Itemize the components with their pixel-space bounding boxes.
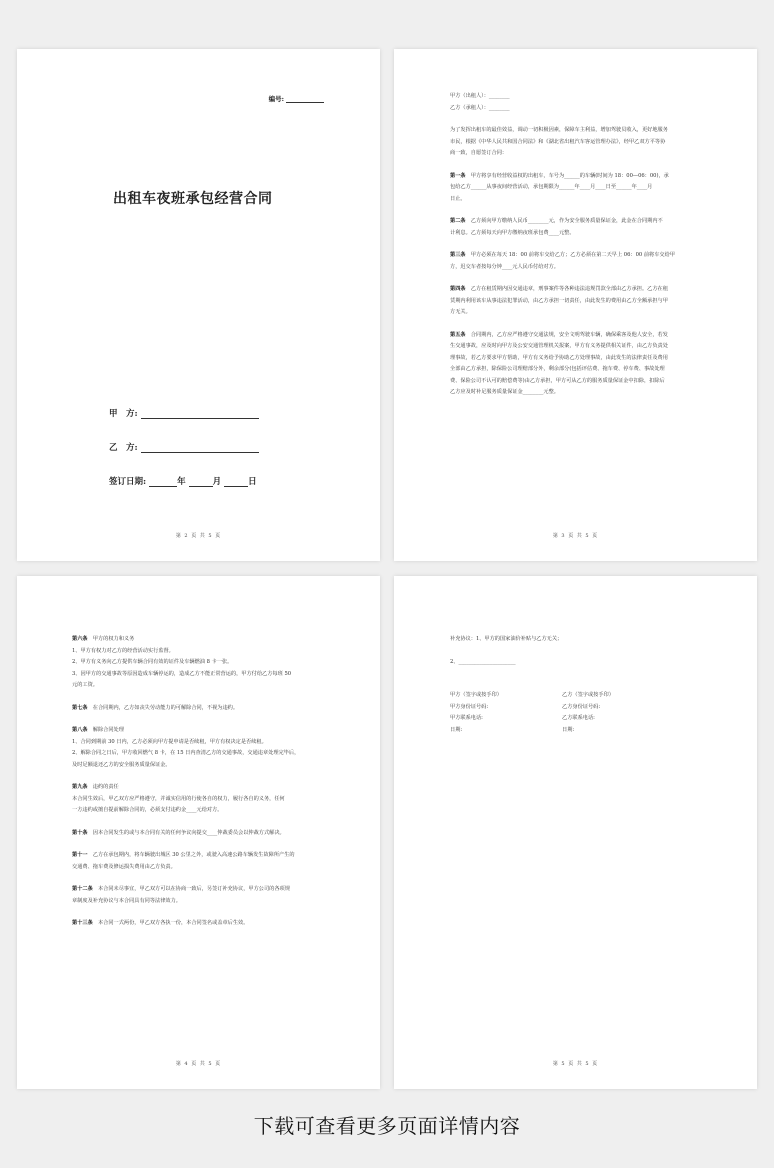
signature-line: 日期: [450, 726, 463, 733]
text-line: 第四条 乙方在租赁期内因交通违章，刑事案件等各种违法违规罚款全部由乙方承担。乙方在租 [450, 286, 668, 292]
text-line: 第十条 因本合同发生的或与本合同有关的任何争议向提交____仲裁委员会以仲裁方式解决。 [72, 829, 285, 836]
text-line: 及时足额退还乙方的安全服务质量保证金。 [72, 761, 171, 768]
article-heading: 第六条 [72, 636, 88, 642]
text-line: 计利息。乙方须每天向甲方缴纳夜班承包费____元整。 [450, 229, 575, 236]
page-body-text [450, 634, 717, 736]
signature-line: 甲方联系电话: [450, 715, 483, 721]
article-heading: 第八条 [72, 727, 88, 733]
text-line: 乙方应及时补足服务质量保证金________元整。 [450, 389, 559, 395]
page-body-text [72, 634, 330, 930]
spacer [450, 679, 717, 690]
spacer [72, 907, 330, 918]
spacer [450, 646, 717, 657]
spacer [450, 205, 705, 216]
text-line: 费、保险公司不认可的赔偿费等)由乙方承担，甲方可从乙方的服务质量保证金中扣除，扣除后 [450, 377, 665, 384]
article-heading: 第九条 [72, 784, 88, 790]
spacer [72, 771, 330, 782]
party-b-signature-column [562, 690, 674, 736]
spacer [450, 319, 705, 330]
text-line: 商一致，自愿签订合同： [450, 150, 508, 156]
text-line: 全部由乙方承担，除保险公司理赔部分外，剩余部分(包括评估费、拖车费、停车费、事故处理 [450, 366, 665, 372]
text-line: 3、因甲方的交通事故等原因造成车辆停运的，造成乙方不能正常营运的，甲方付给乙方每班 50 [72, 670, 292, 677]
text-line: 赁期内利用该车从事违法犯罪活动，由乙方承担一切责任，由此发生的费用由乙方全额承担与甲 [450, 297, 668, 304]
month-label: 月 [212, 477, 222, 487]
text-line: 理事故，若乙方要求甲方帮助，甲方有义务给予协助乙方处理事故，由此发生的法律责任及费用 [450, 354, 668, 361]
party-a-label: 甲 方: [109, 409, 138, 419]
text-line: 第十一 乙方在承包期内，将车辆驶出城区 30 公里之外，或驶入高速公路车辆发生故障所产生的 [72, 852, 295, 858]
signature-line: 甲方（签字或按手印） [450, 692, 502, 698]
document-page-4 [394, 576, 757, 1089]
party-a-field [109, 407, 259, 419]
page-number: 第 3 页 共 5 页 [552, 533, 599, 539]
text-line: 2、甲方有义务向乙方提供车辆合同有效的证件及车辆燃油 8 卡一张。 [72, 659, 233, 665]
text-line: 章制度及补充协议与本合同具有同等法律效力。 [72, 897, 181, 904]
spacer [72, 817, 330, 828]
page-number: 第 2 页 共 5 页 [175, 533, 222, 539]
text-line: 1、合同到期前 30 日内，乙方必须向甲方提申请是否续租，甲方有权决定是否续租。 [72, 738, 267, 745]
article-heading: 第十二条 [72, 886, 93, 892]
page-body-text [450, 91, 705, 399]
text-line: 交通费、拖车费及修运损失费用由乙方负责。 [72, 863, 176, 870]
download-banner[interactable]: 下载可查看更多页面详情内容 [253, 1114, 521, 1138]
signature-line: 乙方（签字或按手印） [562, 692, 614, 698]
spacer [72, 692, 330, 703]
spacer [450, 668, 717, 679]
article-heading: 第五条 [450, 331, 466, 338]
month-blank [189, 477, 213, 487]
text-line: 乙方（承租人）：________ [450, 104, 510, 111]
party-b-blank [141, 443, 259, 453]
sign-date-label: 签订日期: [109, 477, 147, 487]
spacer [72, 714, 330, 725]
text-line: 1、甲方有权力对乙方的经营活动实行监督。 [72, 647, 174, 654]
page-number: 第 4 页 共 5 页 [175, 1061, 222, 1067]
text-line: 为了发挥出租车的最佳效益，调动一切积极因素，保障车主利益，增加驾驶员收入，更好地服务 [450, 127, 668, 133]
spacer [450, 160, 705, 171]
year-label: 年 [177, 477, 186, 487]
document-page-cover [17, 49, 380, 561]
sign-date-field [109, 475, 257, 487]
party-b-label: 乙 方: [109, 443, 138, 453]
spacer [450, 273, 705, 284]
document-page-3 [17, 576, 380, 1089]
text-line: 第十二条 本合同未尽事宜，甲乙双方可以在协商一致后，另签订补充协议，甲方公司的各项规 [72, 886, 290, 892]
text-line: 第二条 乙方须向甲方缴纳人民币________元，作为安全服务质量保证金，此金在合同期内不 [450, 218, 663, 224]
party-a-blank [141, 409, 259, 419]
document-page-2 [394, 49, 757, 561]
text-line: 一方违约或擅自提前解除合同的，必须支付违约金____元给对方。 [72, 807, 223, 813]
supplement-line-2: 2、______________________ [450, 658, 516, 665]
text-line: 生交通事故，应及时向甲方及公安交通管理机关报案，甲方有义务提供相关证件，由乙方负责处 [450, 343, 668, 349]
text-line: 方无关。 [450, 309, 471, 315]
text-line: 方，迟交车者按每分钟____元人民币付给对方。 [450, 263, 559, 270]
day-label: 日 [248, 477, 257, 487]
day-blank [224, 477, 248, 487]
article-heading: 第十三条 [72, 920, 93, 926]
article-heading: 第十条 [72, 829, 88, 836]
text-line: 2、解除合同之日后，甲方收回燃气 8 卡，在 15 日内查清乙方的交通事故，交通违章处理完毕后， [72, 750, 300, 756]
text-line: 包给乙方______从事夜间经营活动，承包期限为______年____月____日至______年____月 [450, 184, 653, 190]
text-line: 本合同生效后，甲乙双方应严格遵守，并诚实信用的行使各自的权力，履行各自的义务，任何 [72, 795, 285, 802]
year-blank [149, 477, 177, 487]
text-line: 第一条 甲方将享有经营收益权的出租车，车号为______的车辆(时间为 18：00—06：00)，承 [450, 172, 669, 179]
signature-line: 日期: [562, 726, 575, 733]
contract-title: 出租车夜班承包经营合同 [113, 191, 273, 207]
text-line: 日止。 [450, 195, 466, 202]
text-line: 元的工资。 [72, 682, 98, 688]
spacer [72, 839, 330, 850]
party-b-field [109, 441, 259, 453]
article-heading: 第七条 [72, 704, 88, 711]
text-line: 第六条 甲方的权力和义务 [72, 636, 135, 642]
article-heading: 第二条 [450, 218, 466, 224]
party-a-signature-column [450, 690, 562, 736]
article-heading: 第四条 [450, 286, 466, 292]
signature-line: 乙方身份证号码: [562, 703, 601, 710]
signature-columns [450, 690, 717, 736]
spacer [450, 114, 705, 125]
text-line: 第三条 甲方必须在每天 18：00 前将车交给乙方；乙方必须在第二天早上 06：00 前将车交给甲 [450, 252, 675, 258]
text-line: 第五条 合同期内，乙方应严格遵守交通法规，安全文明驾驶车辆，确保乘客及他人安全，若发 [450, 331, 668, 338]
text-line: 甲方（出租人）：________ [450, 93, 510, 99]
serial-number-field [269, 94, 324, 103]
signature-line: 甲方身份证号码: [450, 703, 489, 710]
text-line: 第十三条 本合同一式两份，甲乙双方各执一份，本合同签名或盖章后生效。 [72, 920, 249, 926]
serial-blank [286, 96, 324, 103]
page-number: 第 5 页 共 5 页 [552, 1061, 599, 1067]
text-line: 第八条 解除合同处理 [72, 727, 124, 733]
article-heading: 第三条 [450, 252, 466, 258]
signature-line: 乙方联系电话: [562, 715, 595, 721]
text-line: 第七条 在合同期内，乙方如丧失劳动能力的可解除合同，不视为违约。 [72, 704, 239, 711]
article-heading: 第十一 [72, 852, 88, 858]
text-line: 市民，根据《中华人民共和国合同法》和《湖北省出租汽车客运管理办法》，经甲乙双方平等协 [450, 138, 666, 145]
serial-label: 编号: [268, 95, 284, 103]
spacer [72, 873, 330, 884]
text-line: 第九条 违约的责任 [72, 784, 119, 790]
article-heading: 第一条 [450, 172, 466, 179]
supplement-line-1: 补充协议：1、甲方的国家油价补贴与乙方无关； [450, 636, 563, 642]
spacer [450, 239, 705, 250]
